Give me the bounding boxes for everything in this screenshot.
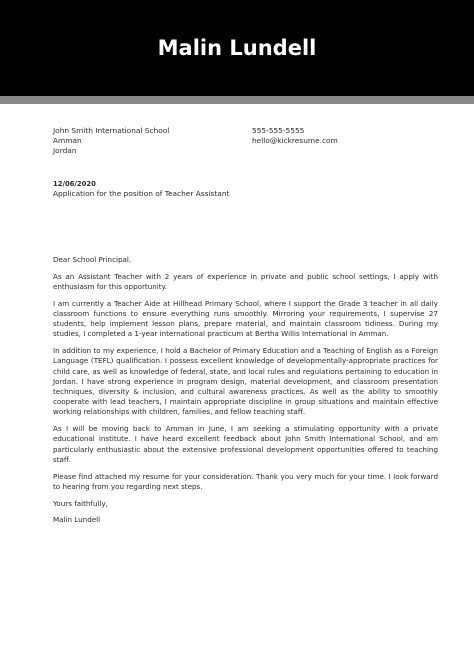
header-banner xyxy=(0,0,474,96)
letter-paragraph-intro: As an Assistant Teacher with 2 years of experience in private and public school settings, I apply with enthusiasm for this opportunity. xyxy=(53,271,438,291)
applicant-name: Malin Lundell xyxy=(157,36,317,60)
letter-paragraph-qualifications: In addition to my experience, I hold a Bachelor of Primary Education and a Teaching of English as a Foreign Language (TEFL) qualification. I possess excellent knowledge of developmentally-appropriate practices for child care, as well as knowledge of federal, state, and local rules and regulations pertaining to education in Jordan. I have strong experience in program design, material development, and classroom presentation techniques, diversity & inclusion, and cultural awareness practices. As well as the ability to smoothly cooperate with lead teachers, I maintain appropriate discipline in group situations and maintain effective working relationships with children, families, and fellow teaching staff. xyxy=(53,346,438,417)
letter-paragraph-motivation: As I will be moving back to Amman in June, I am seeking a stimulating opportunity with a private educational institute. I have heard excellent feedback about John Smith International School, and am particularly enthusiastic about the extensive professional development opportunities offered to teaching staff. xyxy=(53,424,438,464)
recipient-country: Jordan xyxy=(53,146,77,156)
letter-signature: Malin Lundell xyxy=(53,515,101,525)
header-divider-bar xyxy=(0,96,474,104)
recipient-school: John Smith International School xyxy=(53,126,170,135)
letter-closing: Yours faithfully, xyxy=(53,498,108,508)
letter-paragraph-current-role: I am currently a Teacher Aide at Hillhead Primary School, where I support the Grade 3 teacher in all daily classroom functions to ensure everything runs smoothly. Mirroring your requirements, I supervise 27 students, help implement lesson plans, prepare material, and maintain classroom tidiness. During my studies, I completed a 1-year international practicum at Bertha Willis International in Amman. xyxy=(53,298,438,339)
letter-subject: Application for the position of Teacher Assistant xyxy=(53,189,230,198)
sender-email: hello@kickresume.com xyxy=(252,136,338,146)
sender-phone: 555-555-5555 xyxy=(252,126,305,135)
recipient-city: Amman xyxy=(53,136,82,146)
recipient-address xyxy=(53,126,169,157)
sender-contact xyxy=(252,126,338,146)
letter-paragraph-closing-note: Please find attached my resume for your consideration. Thank you very much for your time. I look forward to hearing from you regarding next steps. xyxy=(53,471,438,491)
letter-date: 12/06/2020 xyxy=(53,180,96,188)
letter-greeting: Dear School Principal, xyxy=(53,255,132,264)
letter-body xyxy=(53,255,438,526)
